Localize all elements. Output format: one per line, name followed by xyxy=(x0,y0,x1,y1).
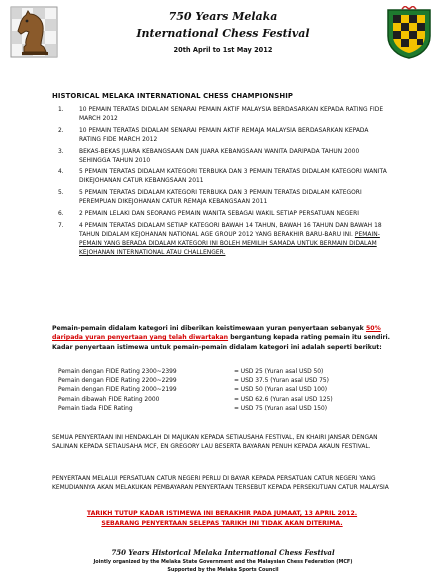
submission-paragraph: SEMUA PENYERTAAN INI HENDAKLAH DI MAJUKAN KEPADA SETIAUSAHA FESTIVAL, EN KHAIRI JANSAR DENGAN SALINAN KEPADA SETIAUSAHA MCF, EN GREGORY LAU BESERTA BAYARAN PENUH KEPADA AKAUN FESTIVAL. xyxy=(52,435,378,450)
privilege-paragraph xyxy=(52,324,392,352)
fee-value: = USD 50 (Yuran asal USD 100) xyxy=(234,387,328,394)
privilege-text-end: bergantung kepada rating pemain itu sendiri. Kadar penyertaan istimewa untuk pemain-pemain didalam kategori ini adalah seperti berikut: xyxy=(52,334,390,351)
deadline-line2: SEBARANG PENYERTAAN SELEPAS TARIKH INI TIDAK AKAN DITERIMA. xyxy=(101,519,343,527)
section-title: HISTORICAL MELAKA INTERNATIONAL CHESS CHAMPIONSHIP xyxy=(52,92,294,100)
festival-title-line2: International Chess Festival xyxy=(136,27,310,40)
list-item-text: 10 PEMAIN TERATAS DIDALAM SENARAI PEMAIN AKTIF MALAYSIA BERDASARKAN KEPADA RATING FIDE MARCH 2012 xyxy=(79,107,384,122)
table-row xyxy=(58,376,333,385)
list-item-number: 7. xyxy=(58,222,64,229)
list-item-text: 4 PEMAIN TERATAS DIDALAM SETIAP KATEGORI BAWAH 14 TAHUN, BAWAH 16 TAHUN DAN BAWAH 18 TAHUN DIDALAM KEJOHANAN NATIONAL AGE GROUP 2012 YANG BERAKHIR BARU-BARU INI. xyxy=(79,222,382,238)
fee-value: = USD 25 (Yuran asal USD 50) xyxy=(234,368,324,375)
festival-dates: 20th April to 1st May 2012 xyxy=(173,46,273,54)
list-item xyxy=(58,168,392,186)
list-item-text: 2 PEMAIN LELAKI DAN SEORANG PEMAIN WANITA SEBAGAI WAKIL SETIAP PERSATUAN NEGERI xyxy=(79,211,360,218)
fee-label: Pemain dengan FIDE Rating 2300~2399 xyxy=(58,368,177,375)
privilege-highlight: 50% daripada yuran penyertaan yang telah diwartakan xyxy=(52,325,381,342)
list-item-number: 6. xyxy=(58,211,64,218)
table-row xyxy=(58,395,333,404)
list-item xyxy=(58,106,392,124)
list-item-underlined-text: PEMAIN-PEMAIN YANG BERADA DIDALAM KATEGORI INI BOLEH MEMILIH SAMADA UNTUK BERMAIN DIDALAM KEJOHANAN INTERNATIONAL ATAU CHALLENGER. xyxy=(79,231,380,256)
list-item xyxy=(58,222,392,258)
list-item xyxy=(58,189,392,207)
table-row xyxy=(58,404,333,413)
footer-organizers: Jointly organized by the Melaka State Government and the Malaysian Chess Federation (MCF) xyxy=(93,559,353,565)
list-item-text: 10 PEMAIN TERATAS DIDALAM SENARAI PEMAIN AKTIF REMAJA MALAYSIA BERDASARKAN KEPADA RATING FIDE MARCH 2012 xyxy=(79,127,369,143)
list-item-number: 2. xyxy=(58,127,64,134)
list-item-text: 5 PEMAIN TERATAS DIDALAM KATEGORI TERBUKA DAN 3 PEMAIN TERATAS DIDALAM KATEGORI WANITA DIKEJOHANAN CATUR KEBANGSAAN 2011 xyxy=(79,169,387,185)
fee-label: Pemain dibawah FIDE Rating 2000 xyxy=(58,396,160,403)
list-item-text: BEKAS-BEKAS JUARA KEBANGSAAN DAN JUARA KEBANGSAAN WANITA DARIPADA TAHUN 2000 SEHINGGA TAHUN 2010 xyxy=(79,148,360,164)
festival-title-line1: 750 Years Melaka xyxy=(168,10,278,23)
footer-title: 750 Years Historical Melaka International Chess Festival xyxy=(111,548,335,557)
fee-label: Pemain dengan FIDE Rating 2200~2299 xyxy=(58,377,177,384)
list-item xyxy=(58,127,392,145)
chessboard-crest-logo-icon xyxy=(384,6,434,60)
fee-label: Pemain dengan FIDE Rating 2000~2199 xyxy=(58,387,177,394)
privilege-text-start: Pemain-pemain didalam kategori ini diberikan keistimewaan yuran penyertaan sebanyak xyxy=(52,325,364,332)
list-item-number: 3. xyxy=(58,148,64,155)
list-item-number: 5. xyxy=(58,190,64,197)
table-row xyxy=(58,367,333,376)
eligibility-list xyxy=(58,106,392,261)
table-row xyxy=(58,386,333,395)
list-item xyxy=(58,148,392,166)
fee-value: = USD 37.5 (Yuran asal USD 75) xyxy=(234,377,329,384)
deadline-notice xyxy=(52,509,392,528)
fee-value: = USD 75 (Yuran asal USD 150) xyxy=(234,405,328,412)
footer-supporter: Supported by the Melaka Sports Council xyxy=(167,567,279,573)
list-item-number: 4. xyxy=(58,169,64,176)
fee-value: = USD 62.6 (Yuran asal USD 125) xyxy=(234,396,333,403)
list-item xyxy=(58,210,392,219)
fee-label: Pemain tiada FIDE Rating xyxy=(58,405,133,412)
fee-table xyxy=(58,367,333,413)
list-item-number: 1. xyxy=(58,107,64,113)
chess-knight-logo-icon xyxy=(8,4,60,60)
deadline-line1: TARIKH TUTUP KADAR ISTIMEWA INI BERAKHIR PADA JUMAAT, 13 APRIL 2012. xyxy=(86,510,358,517)
list-item-text: 5 PEMAIN TERATAS DIDALAM KATEGORI TERBUKA DAN 3 PEMAIN TERATAS DIDALAM KATEGORI PEREMPUAN DIKEJOHANAN CATUR REMAJA KEBANGSAAN 2011 xyxy=(79,190,362,206)
state-payment-paragraph: PENYERTAAN MELALUI PERSATUAN CATUR NEGERI PERLU DI BAYAR KEPADA PERSATUAN CATUR NEGERI YANG KEMUDIANNYA AKAN MELAKUKAN PEMBAYARAN PENYERTAAN TERSEBUT KEPADA PERSEKUTUAN CATUR MALAYSIA xyxy=(52,476,389,491)
